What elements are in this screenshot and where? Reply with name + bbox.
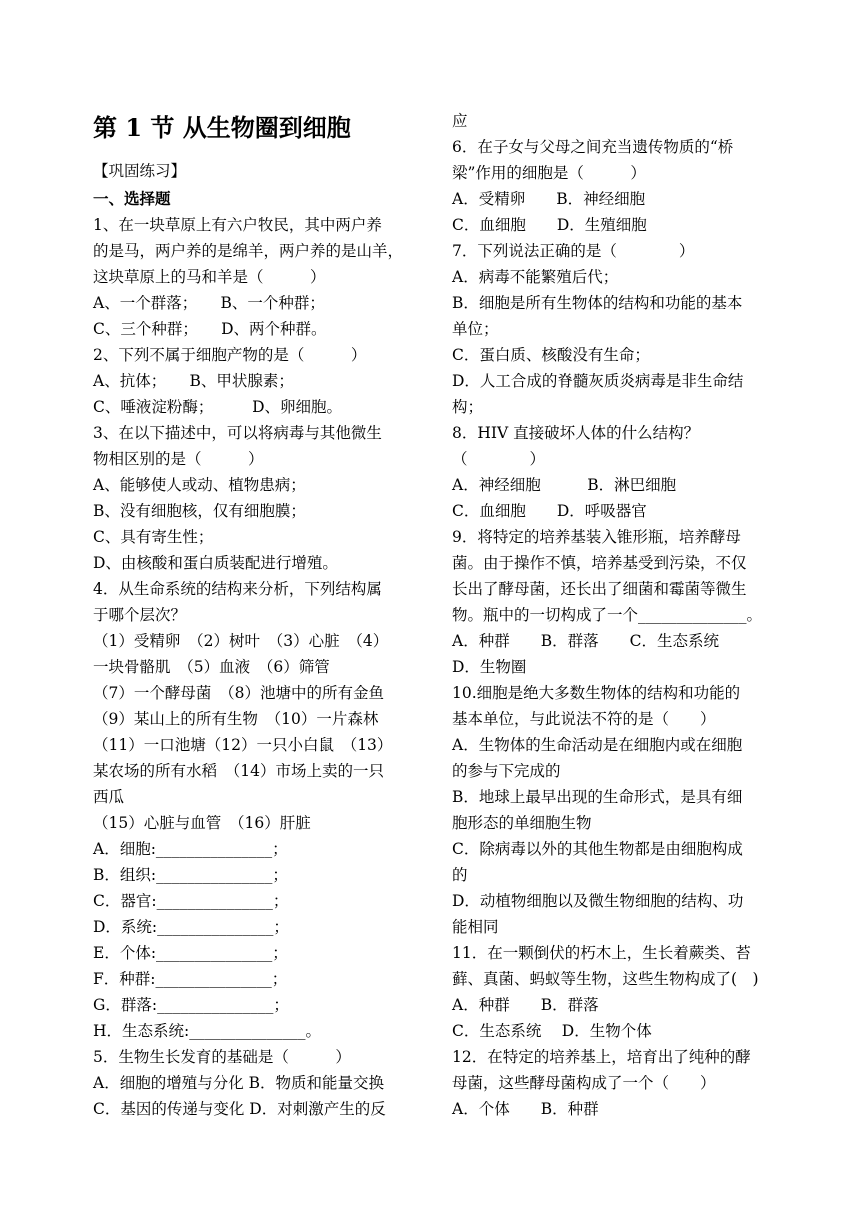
- left-text-line: E．个体:_______________；: [93, 944, 288, 962]
- left-text-line: C．基因的传递与变化 D．对刺激产生的反: [93, 1100, 386, 1118]
- left-text-line: G．群落:_______________；: [93, 996, 289, 1014]
- right-text-line: 7．下列说法正确的是（ ）: [452, 242, 695, 260]
- left-text-line: A、一个群落； B、一个种群；: [93, 294, 325, 312]
- left-text-line: H．生态系统:_______________。: [93, 1022, 321, 1040]
- left-text-line: （15）心脏与血管 （16）肝脏: [93, 814, 311, 832]
- right-text-line: D．人工合成的脊髓灰质炎病毒是非生命结: [452, 372, 744, 390]
- left-text-line: A．细胞:_______________；: [93, 840, 288, 858]
- right-text-line: 梁”作用的细胞是（ ）: [452, 164, 646, 182]
- left-text-line: 4．从生命系统的结构来分析，下列结构属: [93, 580, 382, 598]
- right-text-line: 基本单位，与此说法不符的是（ ）: [452, 710, 716, 728]
- right-text-line: B．细胞是所有生物体的结构和功能的基本: [452, 294, 743, 312]
- right-text-line: 菌。由于操作不慎，培养基受到污染，不仅: [452, 554, 747, 572]
- left-text-line: C、唾液淀粉酶； D、卵细胞。: [93, 398, 343, 416]
- right-text-line: 6．在子女与父母之间充当遗传物质的“桥: [452, 138, 734, 156]
- left-text-line: 2、下列不属于细胞产物的是（ ）: [93, 346, 367, 364]
- right-text-line: 的参与下完成的: [452, 762, 561, 780]
- right-text-line: 构；: [452, 398, 484, 416]
- right-text-line: 胞形态的单细胞生物: [452, 814, 592, 832]
- left-text-line: 3、在以下描述中，可以将病毒与其他微生: [93, 424, 382, 442]
- left-text-line: 5．生物生长发育的基础是（ ）: [93, 1048, 351, 1066]
- left-text-line: B、没有细胞核，仅有细胞膜；: [93, 502, 306, 520]
- right-text-line: 母菌，这些酵母菌构成了一个（ ）: [452, 1074, 716, 1092]
- left-text-line: 一、选择题: [93, 189, 171, 208]
- left-text-line: D、由核酸和蛋白质装配进行增殖。: [93, 554, 338, 572]
- right-text-line: C．蛋白质、核酸没有生命；: [452, 346, 650, 364]
- left-text-line: （7）一个酵母菌 （8）池塘中的所有金鱼: [93, 684, 384, 702]
- right-text-line: A．种群 B．群落: [452, 996, 599, 1014]
- right-text-line: 应: [452, 112, 468, 130]
- right-text-line: 长出了酵母菌，还长出了细菌和霉菌等微生: [452, 580, 747, 598]
- right-text-line: C．血细胞 D．呼吸器官: [452, 502, 647, 520]
- right-text-line: 藓、真菌、蚂蚁等生物，这些生物构成了( ): [452, 970, 759, 988]
- left-text-line: B．组织:_______________；: [93, 866, 288, 884]
- right-text-line: C．除病毒以外的其他生物都是由细胞构成: [452, 840, 743, 858]
- right-text-line: A．受精卵 B．神经细胞: [452, 190, 646, 208]
- left-text-line: 这块草原上的马和羊是（ ）: [93, 268, 326, 286]
- right-text-line: 的: [452, 866, 468, 884]
- left-text-line: （1）受精卵 （2）树叶 （3）心脏 （4）: [93, 632, 389, 650]
- left-text-line: D．系统:_______________；: [93, 918, 289, 936]
- right-text-line: A．种群 B．群落 C．生态系统: [452, 632, 719, 650]
- right-text-line: D．生物圈: [452, 658, 527, 676]
- right-text-line: A．个体 B．种群: [452, 1100, 599, 1118]
- right-text-line: 10.细胞是绝大多数生物体的结构和功能的: [452, 684, 741, 702]
- left-text-line: C、具有寄生性；: [93, 528, 214, 546]
- left-text-line: 一块骨骼肌 （5）血液 （6）筛管: [93, 658, 330, 676]
- right-text-line: 8．HIV 直接破坏人体的什么结构？: [452, 424, 700, 442]
- left-text-line: 某农场的所有水稻 （14）市场上卖的一只: [93, 762, 384, 780]
- right-text-line: 11．在一颗倒伏的朽木上，生长着蕨类、苔: [452, 944, 751, 962]
- left-text-line: 【巩固练习】: [93, 162, 187, 180]
- left-text-line: 物相区别的是（ ）: [93, 450, 264, 468]
- left-text-line: C、三个种群； D、两个种群。: [93, 320, 327, 338]
- right-text-line: （ ）: [452, 450, 546, 468]
- right-text-line: 12．在特定的培养基上，培育出了纯种的酵: [452, 1048, 751, 1066]
- right-text-line: B．地球上最早出现的生命形式，是具有细: [452, 788, 743, 806]
- left-text-line: A、抗体； B、甲状腺素；: [93, 372, 294, 390]
- right-text-line: A．病毒不能繁殖后代；: [452, 268, 619, 286]
- left-text-line: （11）一口池塘（12）一只小白鼠 （13）: [93, 736, 393, 754]
- right-text-line: A．生物体的生命活动是在细胞内或在细胞: [452, 736, 743, 754]
- right-text-line: 能相同: [452, 918, 499, 936]
- left-text-line: F．种群:_______________；: [93, 970, 288, 988]
- left-text-line: 1、在一块草原上有六户牧民，其中两户养: [93, 216, 382, 234]
- left-text-line: A、能够使人或动、植物患病；: [93, 476, 306, 494]
- right-text-line: 物。瓶中的一切构成了一个______________。: [452, 606, 763, 624]
- left-text-line: 西瓜: [93, 788, 125, 806]
- page-title: 第 1 节 从生物圈到细胞: [93, 113, 351, 142]
- right-text-line: C．血细胞 D．生殖细胞: [452, 216, 647, 234]
- left-text-line: 于哪个层次？: [93, 606, 187, 624]
- left-text-line: A．细胞的增殖与分化 B．物质和能量交换: [93, 1074, 385, 1092]
- left-text-line: C．器官:_______________；: [93, 892, 289, 910]
- left-text-line: 的是马，两户养的是绵羊，两户养的是山羊，: [93, 242, 404, 260]
- left-text-line: （9）某山上的所有生物 （10）一片森林: [93, 710, 379, 728]
- right-text-line: D．动植物细胞以及微生物细胞的结构、功: [452, 892, 744, 910]
- right-text-line: 单位；: [452, 320, 499, 338]
- right-text-line: 9．将特定的培养基装入锥形瓶，培养酵母: [452, 528, 741, 546]
- right-text-line: A．神经细胞 B．淋巴细胞: [452, 476, 677, 494]
- right-text-line: C．生态系统 D．生物个体: [452, 1022, 652, 1040]
